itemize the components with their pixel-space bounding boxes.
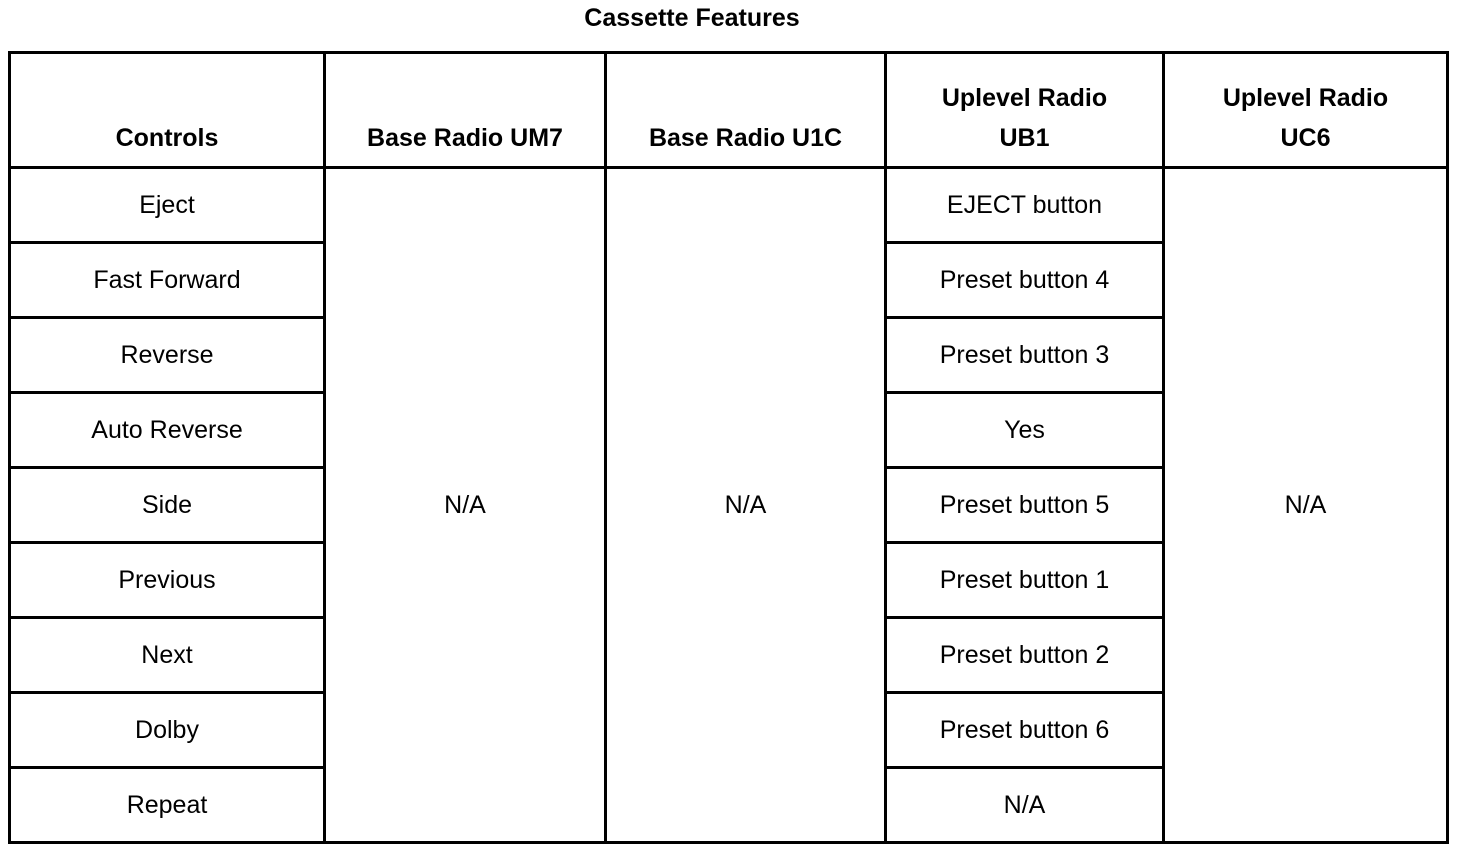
header-uplevel-radio-uc6: Uplevel Radio UC6 <box>1164 53 1448 168</box>
header-uplevel-radio-ub1: Uplevel Radio UB1 <box>886 53 1164 168</box>
header-row <box>10 53 1448 168</box>
control-cell: Dolby <box>10 693 325 768</box>
control-cell: Fast Forward <box>10 243 325 318</box>
control-cell: Next <box>10 618 325 693</box>
ub1-cell: EJECT button <box>886 168 1164 243</box>
ub1-cell: Yes <box>886 393 1164 468</box>
ub1-cell: Preset button 4 <box>886 243 1164 318</box>
cassette-features-table <box>8 51 1449 844</box>
u1c-cell: N/A <box>606 168 886 843</box>
table-title: Cassette Features <box>584 4 800 32</box>
control-cell: Auto Reverse <box>10 393 325 468</box>
header-base-radio-um7: Base Radio UM7 <box>325 53 606 168</box>
control-cell: Reverse <box>10 318 325 393</box>
ub1-cell: N/A <box>886 768 1164 843</box>
header-base-radio-u1c: Base Radio U1C <box>606 53 886 168</box>
ub1-cell: Preset button 6 <box>886 693 1164 768</box>
header-controls: Controls <box>10 53 325 168</box>
control-cell: Side <box>10 468 325 543</box>
table-row <box>10 168 1448 243</box>
control-cell: Previous <box>10 543 325 618</box>
control-cell: Eject <box>10 168 325 243</box>
uc6-cell: N/A <box>1164 168 1448 843</box>
ub1-cell: Preset button 2 <box>886 618 1164 693</box>
ub1-cell: Preset button 3 <box>886 318 1164 393</box>
um7-cell: N/A <box>325 168 606 843</box>
ub1-cell: Preset button 1 <box>886 543 1164 618</box>
control-cell: Repeat <box>10 768 325 843</box>
ub1-cell: Preset button 5 <box>886 468 1164 543</box>
